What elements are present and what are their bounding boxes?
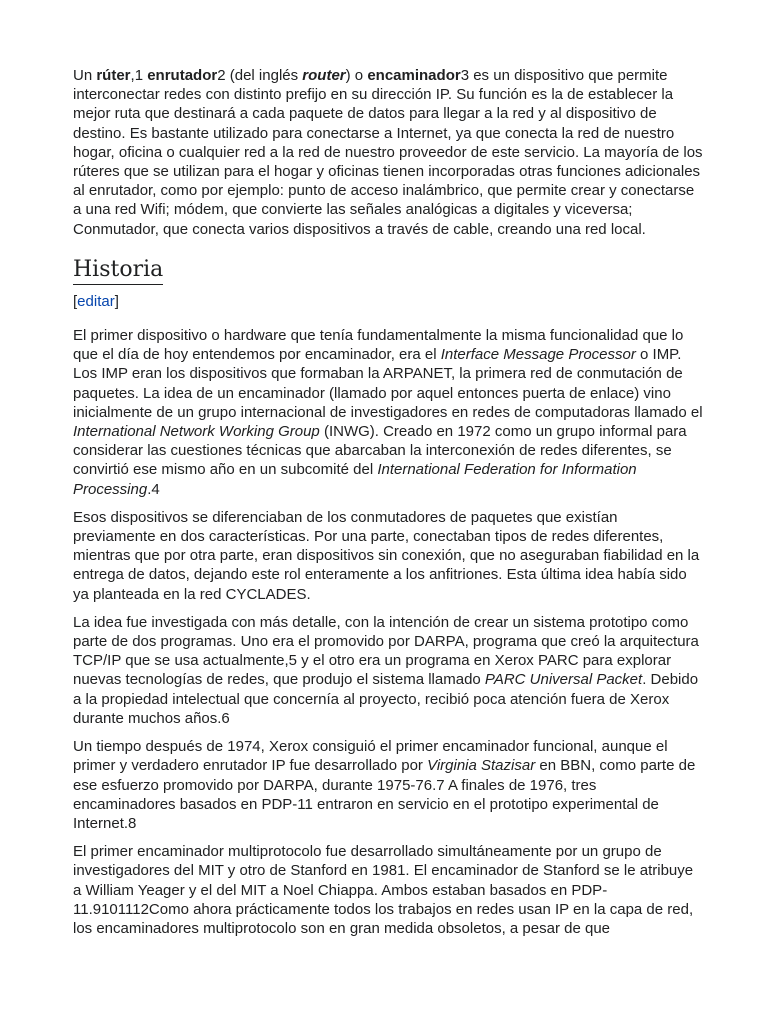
paragraph-text: El primer dispositivo o hardware que tenía fundamentalmente la misma funcionalidad que lo que el día de hoy entendemos por encaminador, era el bbox=[73, 327, 684, 364]
term-encaminador: encaminador bbox=[367, 67, 461, 84]
section-heading-historia: Historia bbox=[73, 256, 163, 285]
term-enrutador: enrutador bbox=[147, 67, 218, 84]
intro-paragraph bbox=[73, 66, 703, 239]
paragraph-text: Un tiempo después de 1974, Xerox consiguió el primer encaminador funcional, aunque el primer y verdadero enrutador IP fue desarrollado por bbox=[73, 738, 668, 775]
intro-text: Un bbox=[73, 67, 97, 84]
term-ruter: rúter bbox=[96, 67, 131, 84]
history-paragraph-5: El primer encaminador multiprotocolo fue desarrollado simultáneamente por un grupo de investigadores del MIT y otro de Stanford en 1981. El encaminador de Stanford se le atribuye a William Yeager y el del MIT a Noel Chiappa. Ambos estaban basados en PDP-11.9101112Como ahora prácticamente todos los trabajos en redes usan IP en la capa de red, los encaminadores multiprotocolo son en gran medida obsoletos, a pesar de que bbox=[73, 843, 694, 937]
edit-bracket-open: [ bbox=[73, 292, 78, 310]
intro-text: ) o bbox=[345, 67, 368, 84]
history-paragraph-3 bbox=[73, 613, 703, 728]
history-paragraph-4 bbox=[73, 737, 703, 833]
edit-bracket-close: ] bbox=[114, 292, 119, 310]
edit-link[interactable]: editar bbox=[77, 292, 115, 310]
term-inwg: International Network Working Group bbox=[73, 423, 320, 441]
section-edit-link bbox=[73, 292, 703, 311]
article-body bbox=[73, 66, 703, 947]
term-ifip: International Federation for Information Processing bbox=[73, 461, 637, 498]
term-parc-universal-packet: PARC Universal Packet bbox=[484, 671, 643, 689]
paragraph-text: o IMP. Los IMP eran los dispositivos que formaban la ARPANET, la primera red de conmutación de paquetes. La idea de un encaminador (llamado por aquel entonces puerta de enlace) vino inicialmente de un grupo internacional de investigadores en redes de computadoras llamado el bbox=[73, 346, 703, 421]
paragraph-text: (INWG). Creado en 1972 como un grupo informal para considerar las cuestiones técnicas que abarcaban la interconexión de redes diferentes, se convirtió ese mismo año en un subcomité del bbox=[73, 423, 687, 479]
term-imp: Interface Message Processor bbox=[440, 346, 636, 364]
history-paragraph-2: Esos dispositivos se diferenciaban de los conmutadores de paquetes que existían previamente en dos características. Por una parte, conectaban tipos de redes diferentes, mientras que por otra parte, eran dispositivos sin conexión, que no aseguraban fiabilidad en la entrega de datos, dejando este rol enteramente a los anfitriones. Esta última idea había sido ya planteada en la red CYCLADES. bbox=[73, 508, 700, 603]
intro-text: 2 (del inglés bbox=[217, 67, 303, 84]
paragraph-text: .4 bbox=[147, 480, 160, 498]
history-paragraph-1 bbox=[73, 326, 703, 499]
term-virginia-stazisar: Virginia Stazisar bbox=[427, 757, 536, 775]
term-router: router bbox=[302, 67, 346, 84]
paragraph-text: en BBN, como parte de ese esfuerzo promovido por DARPA, durante 1975-76.7 A finales de 1976, tres encaminadores basados en PDP-11 entraron en servicio en el prototipo experimental de Internet.8 bbox=[73, 757, 696, 832]
paragraph-text: . Debido a la propiedad intelectual que concernía al proyecto, recibió poca atención fuera de Xerox durante muchos años.6 bbox=[73, 671, 699, 727]
intro-text: 3 es un dispositivo que permite interconectar redes con distinto prefijo en su dirección IP. Su función es la de establecer la mejor ruta que destinará a cada paquete de datos para llegar a la red y al dispositivo de destino. Es bastante utilizado para conectarse a Internet, ya que conecta la red de nuestro hogar, oficina o cualquier red a la red de nuestro proveedor de este servicio. La mayoría de los rúteres que se utilizan para el hogar y oficinas tienen incorporadas otras funciones adicionales al enrutador, como por ejemplo: punto de acceso inalámbrico, que permite crear y conectarse a una red Wifi; módem, que convierte las señales analógicas a digitales y viceversa; Conmutador, que conecta varios dispositivos a través de cable, creando una red local. bbox=[73, 67, 703, 238]
intro-text: ,1 bbox=[130, 67, 148, 84]
paragraph-text: La idea fue investigada con más detalle, con la intención de crear un sistema prototipo como parte de dos programas. Uno era el promovido por DARPA, programa que creó la arquitectura TCP/IP que se usa actualmente,5 y el otro era un programa en Xerox PARC para explorar nuevas tecnologías de redes, que produjo el sistema llamado bbox=[73, 613, 699, 689]
